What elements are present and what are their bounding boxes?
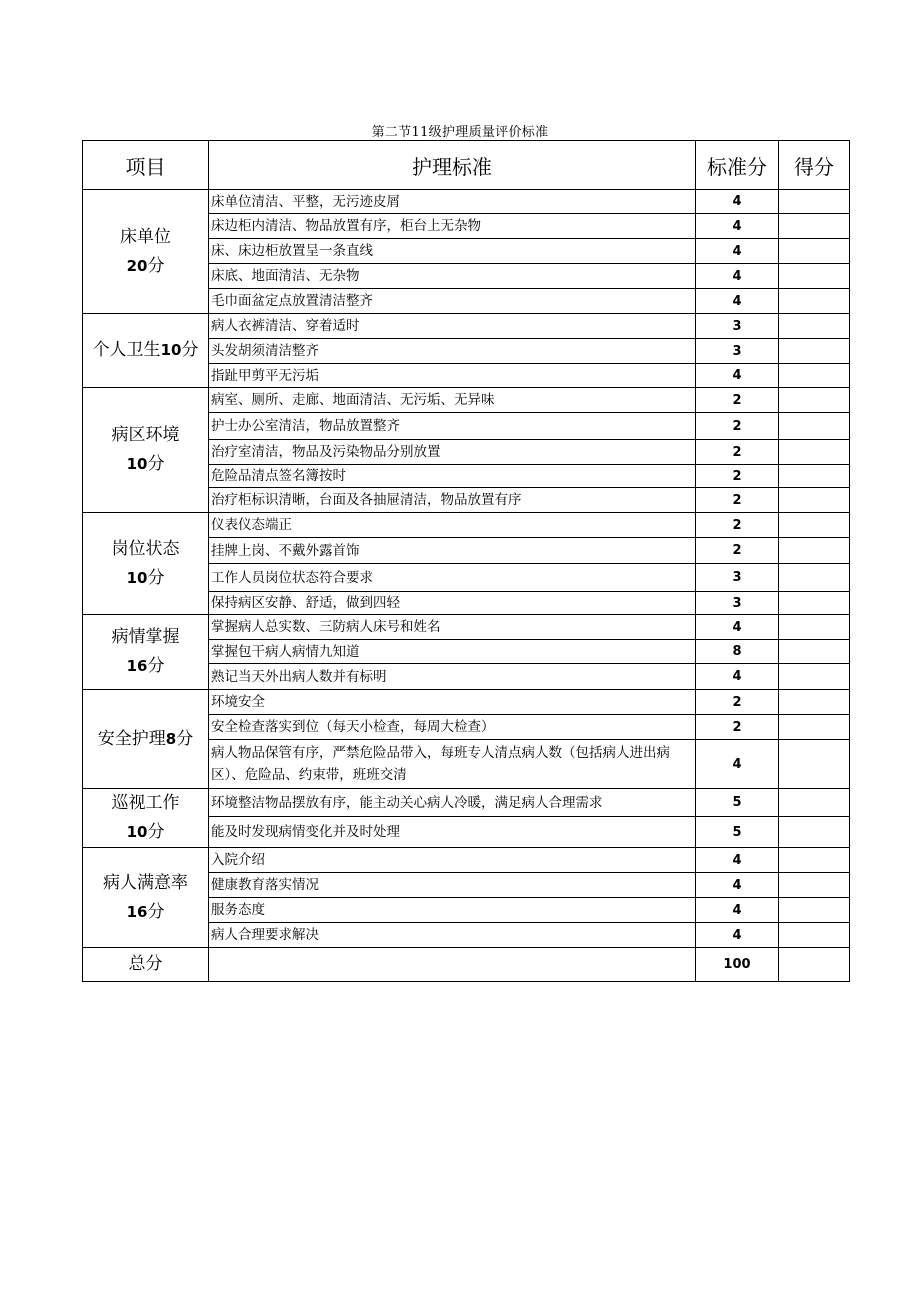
standard-text: 床单位清洁、平整，无污迹皮屑 xyxy=(209,190,696,214)
standard-text: 环境安全 xyxy=(209,690,696,715)
total-standard-empty xyxy=(209,948,696,982)
category-points: 10 xyxy=(160,341,182,359)
category-points: 16 xyxy=(126,902,148,921)
obtained-score-cell[interactable] xyxy=(779,817,850,848)
obtained-score-cell[interactable] xyxy=(779,592,850,615)
standard-text: 护士办公室清洁，物品放置整齐 xyxy=(209,413,696,440)
category-cell xyxy=(83,388,209,513)
standard-score: 2 xyxy=(696,413,779,440)
standard-text: 治疗柜标识清晰，台面及各抽屉清洁，物品放置有序 xyxy=(209,488,696,513)
obtained-score-cell[interactable] xyxy=(779,289,850,314)
category-points: 20 xyxy=(126,256,148,275)
category-cell xyxy=(83,848,209,948)
category-cell xyxy=(83,314,209,388)
standard-text: 掌握病人总实数、三防病人床号和姓名 xyxy=(209,615,696,640)
table-row xyxy=(83,388,850,413)
obtained-score-cell[interactable] xyxy=(779,873,850,898)
standard-text: 能及时发现病情变化并及时处理 xyxy=(209,817,696,848)
standard-text: 保持病区安静、舒适，做到四轻 xyxy=(209,592,696,615)
standard-text: 毛巾面盆定点放置清洁整齐 xyxy=(209,289,696,314)
standard-score: 4 xyxy=(696,364,779,388)
obtained-score-cell[interactable] xyxy=(779,264,850,289)
standard-score: 4 xyxy=(696,873,779,898)
category-name: 病情掌握 xyxy=(111,627,180,647)
standard-text: 挂牌上岗、不戴外露首饰 xyxy=(209,538,696,564)
standard-text: 病人合理要求解决 xyxy=(209,923,696,948)
category-unit: 分 xyxy=(176,728,194,749)
header-row xyxy=(83,141,850,190)
category-cell xyxy=(83,690,209,789)
standard-score: 4 xyxy=(696,664,779,690)
table-row xyxy=(83,615,850,640)
standard-text: 环境整洁物品摆放有序，能主动关心病人冷暖，满足病人合理需求 xyxy=(209,789,696,817)
obtained-score-cell[interactable] xyxy=(779,715,850,740)
obtained-score-cell[interactable] xyxy=(779,214,850,239)
standard-score: 8 xyxy=(696,640,779,664)
standard-text: 治疗室清洁，物品及污染物品分别放置 xyxy=(209,440,696,465)
standard-score: 4 xyxy=(696,740,779,789)
standard-score: 4 xyxy=(696,898,779,923)
category-cell xyxy=(83,789,209,848)
category-name: 巡视工作 xyxy=(111,793,180,813)
table-row xyxy=(83,848,850,873)
obtained-score-cell[interactable] xyxy=(779,413,850,440)
category-name: 安全护理 xyxy=(97,728,166,749)
total-row xyxy=(83,948,850,982)
category-name: 病人满意率 xyxy=(103,872,188,893)
obtained-score-cell[interactable] xyxy=(779,848,850,873)
standard-score: 2 xyxy=(696,690,779,715)
standard-text: 健康教育落实情况 xyxy=(209,873,696,898)
nursing-quality-table xyxy=(82,140,850,982)
obtained-score-cell[interactable] xyxy=(779,388,850,413)
category-points: 10 xyxy=(126,455,148,473)
category-unit: 分 xyxy=(147,901,165,922)
standard-text: 头发胡须清洁整齐 xyxy=(209,339,696,364)
obtained-score-cell[interactable] xyxy=(779,314,850,339)
standard-score: 4 xyxy=(696,239,779,264)
obtained-score-cell[interactable] xyxy=(779,789,850,817)
total-obtained-cell[interactable] xyxy=(779,948,850,982)
obtained-score-cell[interactable] xyxy=(779,615,850,640)
category-cell xyxy=(83,615,209,690)
total-score: 100 xyxy=(696,948,779,982)
category-name: 个人卫生 xyxy=(92,340,161,360)
category-unit: 分 xyxy=(147,656,165,676)
standard-text: 入院介绍 xyxy=(209,848,696,873)
standard-text: 危险品清点签名簿按时 xyxy=(209,465,696,488)
standard-text: 服务态度 xyxy=(209,898,696,923)
standard-text: 安全检查落实到位（每天小检查，每周大检查） xyxy=(209,715,696,740)
standard-score: 2 xyxy=(696,513,779,538)
category-points: 10 xyxy=(126,823,148,841)
category-points: 10 xyxy=(126,568,148,587)
standard-score: 5 xyxy=(696,789,779,817)
obtained-score-cell[interactable] xyxy=(779,898,850,923)
standard-text: 床边柜内清洁、物品放置有序，柜台上无杂物 xyxy=(209,214,696,239)
standard-score: 3 xyxy=(696,564,779,592)
standard-text: 床、床边柜放置呈一条直线 xyxy=(209,239,696,264)
header-item: 项目 xyxy=(83,141,209,190)
obtained-score-cell[interactable] xyxy=(779,564,850,592)
table-row xyxy=(83,513,850,538)
standard-score: 2 xyxy=(696,440,779,465)
standard-text: 工作人员岗位状态符合要求 xyxy=(209,564,696,592)
category-name: 病区环境 xyxy=(111,425,180,445)
category-name: 岗位状态 xyxy=(111,538,180,559)
standard-score: 4 xyxy=(696,289,779,314)
header-standard: 护理标准 xyxy=(209,141,696,190)
category-unit: 分 xyxy=(147,255,165,276)
header-score: 标准分 xyxy=(696,141,779,190)
obtained-score-cell[interactable] xyxy=(779,690,850,715)
standard-text: 床底、地面清洁、无杂物 xyxy=(209,264,696,289)
category-cell xyxy=(83,513,209,615)
table-row xyxy=(83,789,850,817)
obtained-score-cell[interactable] xyxy=(779,538,850,564)
table-row xyxy=(83,190,850,214)
standard-score: 4 xyxy=(696,214,779,239)
standard-score: 3 xyxy=(696,314,779,339)
standard-score: 4 xyxy=(696,923,779,948)
category-points: 16 xyxy=(126,657,148,675)
standard-score: 4 xyxy=(696,264,779,289)
obtained-score-cell[interactable] xyxy=(779,465,850,488)
obtained-score-cell[interactable] xyxy=(779,239,850,264)
obtained-score-cell[interactable] xyxy=(779,190,850,214)
total-label: 总分 xyxy=(83,948,209,982)
table-row xyxy=(83,690,850,715)
standard-text: 熟记当天外出病人数并有标明 xyxy=(209,664,696,690)
standard-text: 病室、厕所、走廊、地面清洁、无污垢、无异味 xyxy=(209,388,696,413)
category-unit: 分 xyxy=(181,340,199,360)
standard-score: 4 xyxy=(696,190,779,214)
category-name: 床单位 xyxy=(120,226,171,247)
obtained-score-cell[interactable] xyxy=(779,339,850,364)
obtained-score-cell[interactable] xyxy=(779,513,850,538)
obtained-score-cell[interactable] xyxy=(779,640,850,664)
standard-text: 仪表仪态端正 xyxy=(209,513,696,538)
category-unit: 分 xyxy=(147,822,165,842)
standard-score: 2 xyxy=(696,538,779,564)
standard-score: 4 xyxy=(696,848,779,873)
document-title: 第二节11级护理质量评价标准 xyxy=(371,125,549,140)
standard-score: 2 xyxy=(696,465,779,488)
category-unit: 分 xyxy=(147,454,165,474)
standard-score: 3 xyxy=(696,592,779,615)
category-unit: 分 xyxy=(147,567,165,588)
obtained-score-cell[interactable] xyxy=(779,364,850,388)
standard-text: 指趾甲剪平无污垢 xyxy=(209,364,696,388)
obtained-score-cell[interactable] xyxy=(779,664,850,690)
table-row xyxy=(83,314,850,339)
standard-score: 2 xyxy=(696,488,779,513)
standard-text: 病人衣裤清洁、穿着适时 xyxy=(209,314,696,339)
category-cell xyxy=(83,190,209,314)
obtained-score-cell[interactable] xyxy=(779,488,850,513)
category-points: 8 xyxy=(165,729,177,748)
standard-score: 2 xyxy=(696,715,779,740)
standard-text: 病人物品保管有序，严禁危险品带入，每班专人清点病人数（包括病人进出病区）、危险品、约束带，班班交清 xyxy=(209,740,696,789)
obtained-score-cell[interactable] xyxy=(779,923,850,948)
obtained-score-cell[interactable] xyxy=(779,440,850,465)
standard-score: 2 xyxy=(696,388,779,413)
header-got: 得分 xyxy=(779,141,850,190)
obtained-score-cell[interactable] xyxy=(779,740,850,789)
standard-score: 4 xyxy=(696,615,779,640)
standard-score: 3 xyxy=(696,339,779,364)
standard-score: 5 xyxy=(696,817,779,848)
standard-text: 掌握包干病人病情九知道 xyxy=(209,640,696,664)
